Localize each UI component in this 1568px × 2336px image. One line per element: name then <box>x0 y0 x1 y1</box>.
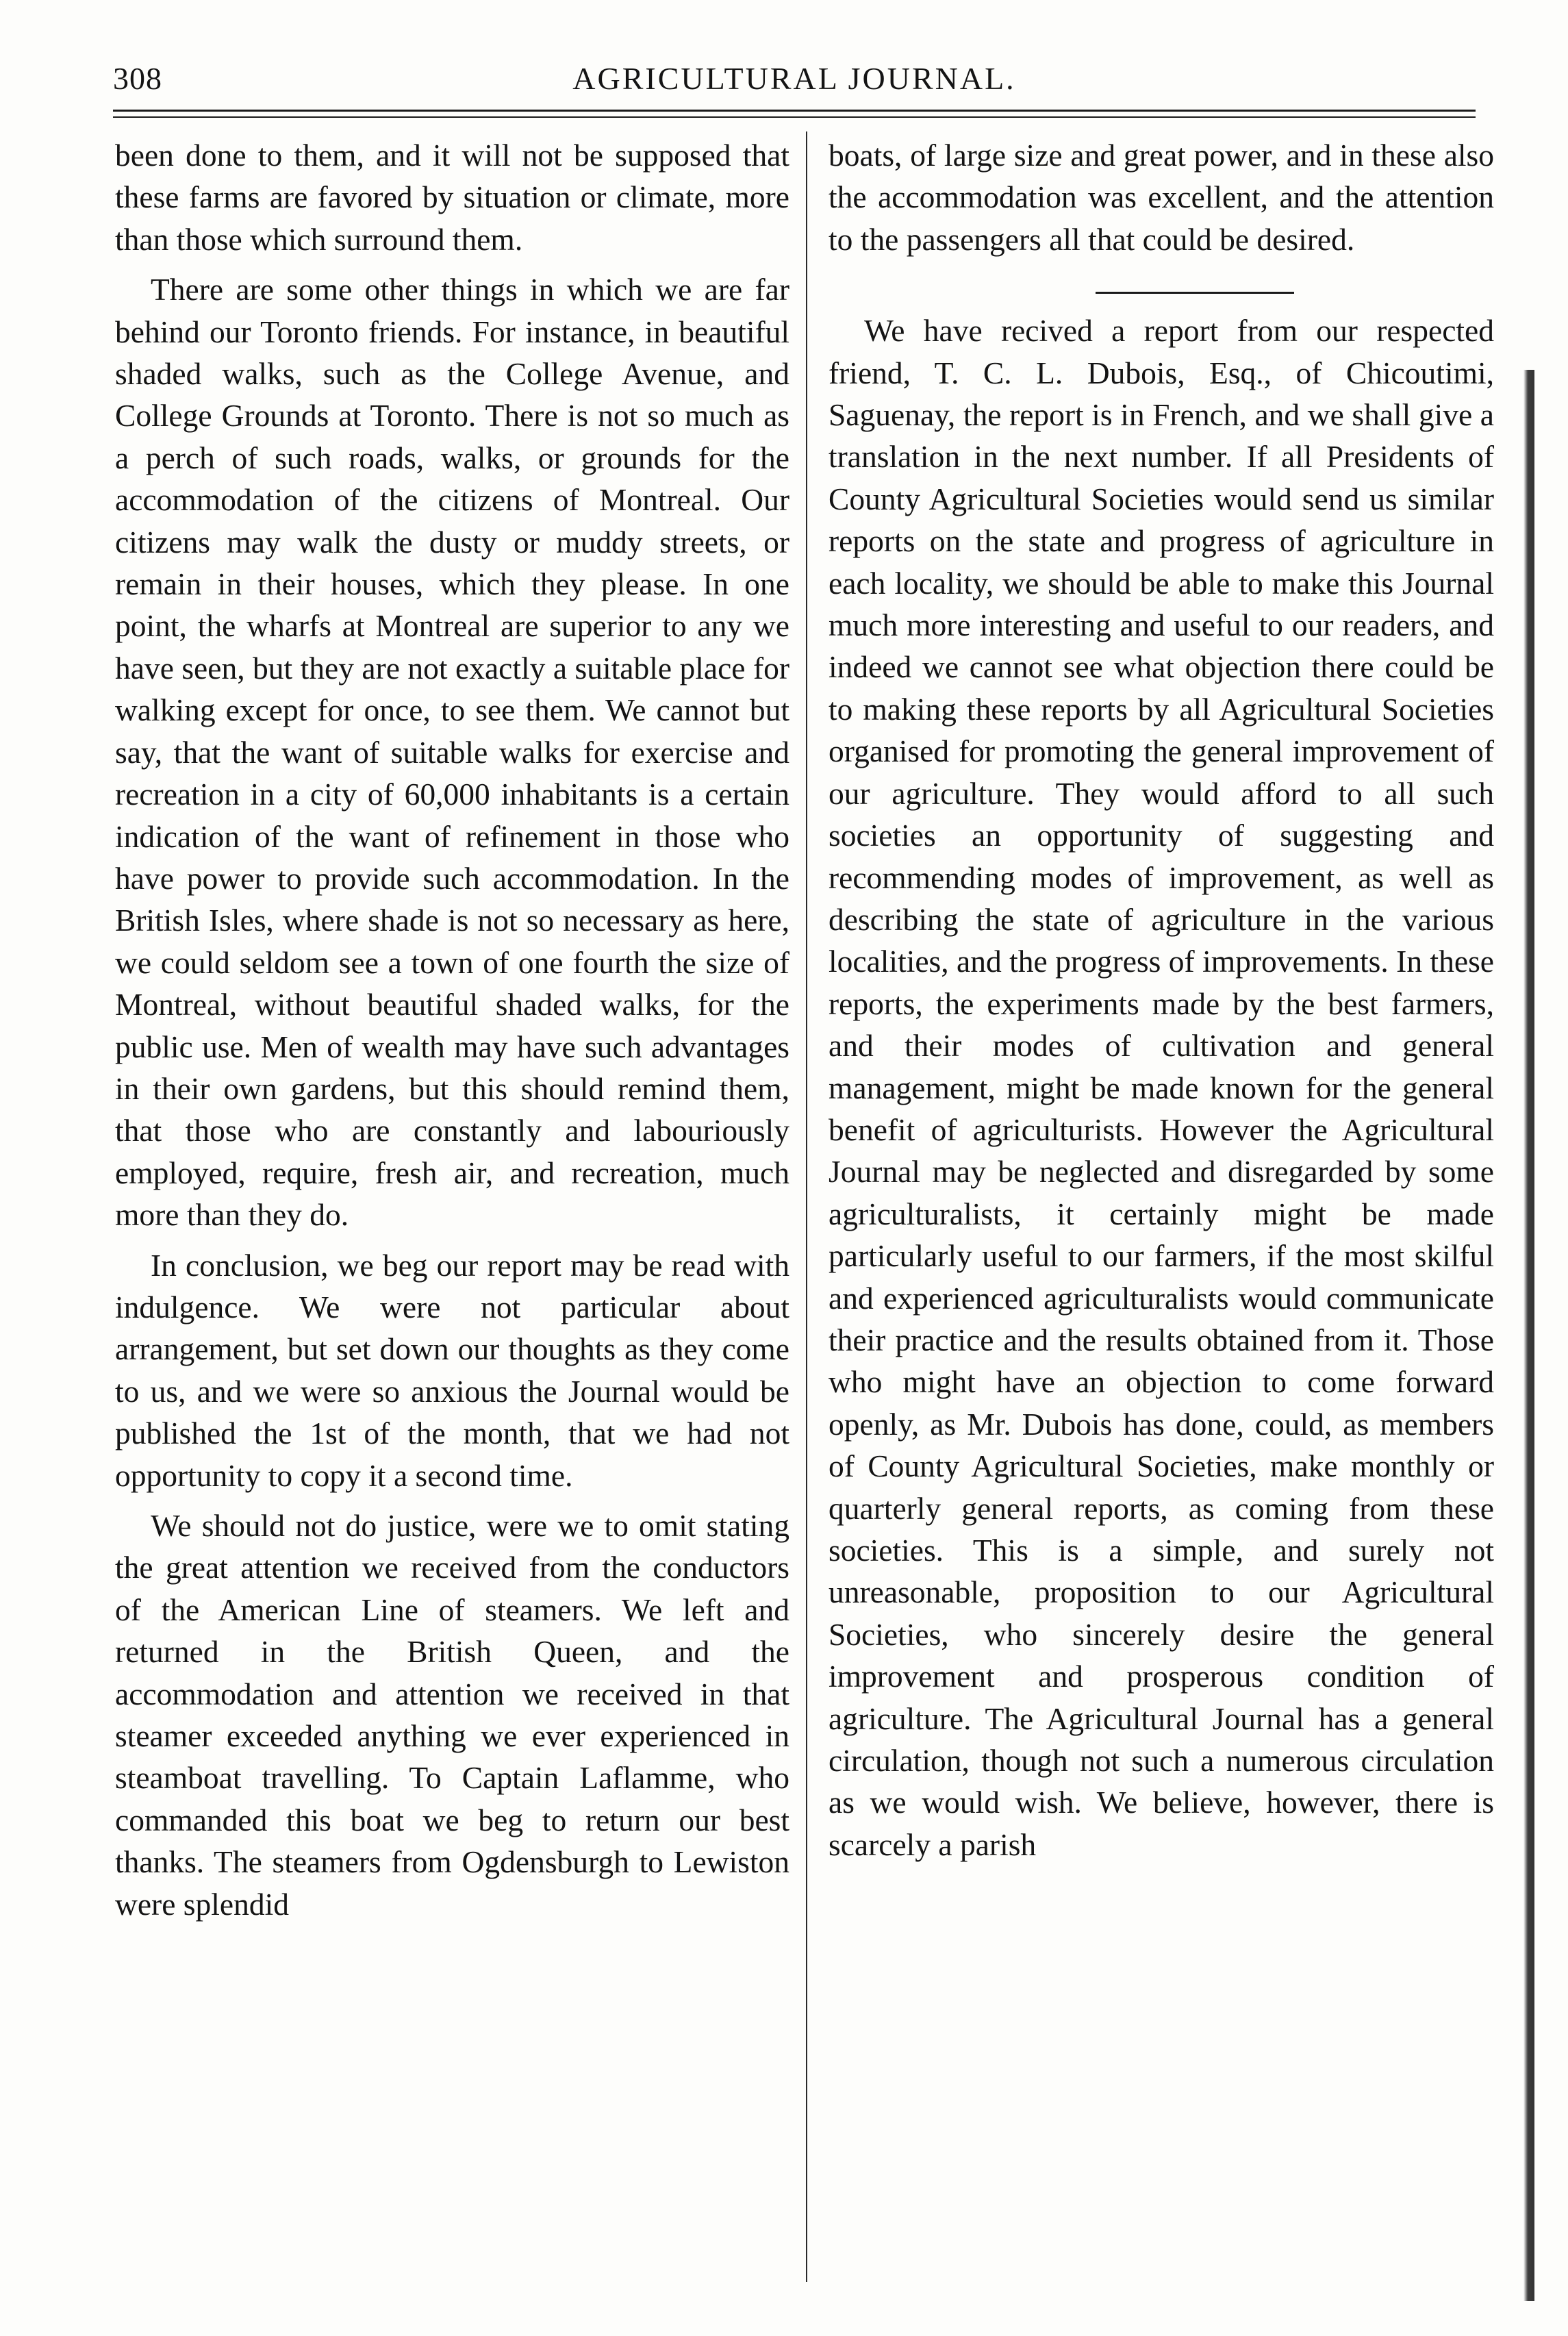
header-rule <box>113 110 1476 112</box>
paragraph: In conclusion, we beg our report may be read with indulgence. We were not particular about arrangement, but set down our thoughts as they come to us, and we were so anxious the Journal would be published the 1st of the month, that we had not opportunity to copy it a second time. <box>115 1247 789 1493</box>
page-number: 308 <box>113 61 162 96</box>
section-divider <box>829 268 1494 310</box>
page-edge-shadow <box>1523 370 1534 2301</box>
header-rule-thin <box>113 116 1476 118</box>
page-header <box>113 60 1476 101</box>
left-column <box>115 134 789 1933</box>
paragraph: boats, of large size and great power, and in these also the accommodation was excellent, and the attention to the passengers all that could be desired. <box>829 138 1494 257</box>
section-divider-rule <box>1096 292 1294 294</box>
paragraph: We have recived a report from our respected friend, T. C. L. Dubois, Esq., of Chicoutimi, Saguenay, the report is in French, and we shall give a translation in the next number. If all Presidents of County Agricultural Societies would send us similar reports on the state and progress of agriculture in each locality, we should be able to make this Journal much more interesting and useful to our readers, and indeed we cannot see what objection there could be to making these reports by all Agricultural Societies organised for promoting the general improvement of our agriculture. They would afford to all such societies an opportunity of suggesting and recommending modes of improvement, as well as describing the state of agriculture in the various localities, and the progress of improvements. In these reports, the experiments made by the best farmers, and their modes of cultivation and general management, might be made known for the general benefit of agriculturists. However the Agricultural Journal may be neglected and disregarded by some agriculturalists, it certainly might be made particularly useful to our farmers, if the most skilful and experienced agriculturalists would communicate their practice and the results obtained from it. Those who might have an objection to come forward openly, as Mr. Dubois has done, could, as members of County Agricultural Societies, make monthly or quarterly general reports, as coming from these societies. This is a simple, and surely not unreasonable, proposition to our Agricultural Societies, who sincerely desire the general improvement and prosperous condition of agriculture. The Agricultural Journal has a general circulation, though not such a numerous circulation as we would wish. We believe, however, there is scarcely a parish <box>829 313 1494 1862</box>
paragraph: There are some other things in which we are far behind our Toronto friends. For instance, in beautiful shaded walks, such as the College Avenue, and College Grounds at Toronto. There is not so much as a perch of such roads, walks, or grounds for the accommodation of the citizens of Montreal. Our citizens may walk the dusty or muddy streets, or remain in their houses, which they please. In one point, the wharfs at Montreal are superior to any we have seen, but they are not exactly a suitable place for walking except for once, to see them. We cannot but say, that the want of suitable walks for exercise and recreation in a city of 60,000 inhabitants is a certain indication of the want of refinement in those who have power to provide such accommodation. In the British Isles, where shade is not so necessary as here, we could seldom see a town of one fourth the size of Montreal, without beautiful shaded walks, for the public use. Men of wealth may have such advantages in their own gardens, but this should remind them, that those who are constantly and labouriously employed, require, fresh air, and recreation, much more than they do. <box>115 272 789 1233</box>
running-title: AGRICULTURAL JOURNAL. <box>572 61 1016 96</box>
column-divider <box>806 131 807 2282</box>
paragraph: been done to them, and it will not be supposed that these farms are favored by situation or climate, more than those which surround them. <box>115 138 789 257</box>
paragraph: We should not do justice, were we to omit stating the great attention we received from the conductors of the American Line of steamers. We left and returned in the British Queen, and the accommodation and attention we received in that steamer exceeded anything we ever experienced in steamboat travelling. To Captain Laflamme, who commanded this boat we beg to return our best thanks. The steamers from Ogdensburgh to Lewiston were splendid <box>115 1508 789 1922</box>
right-column <box>829 134 1494 1874</box>
